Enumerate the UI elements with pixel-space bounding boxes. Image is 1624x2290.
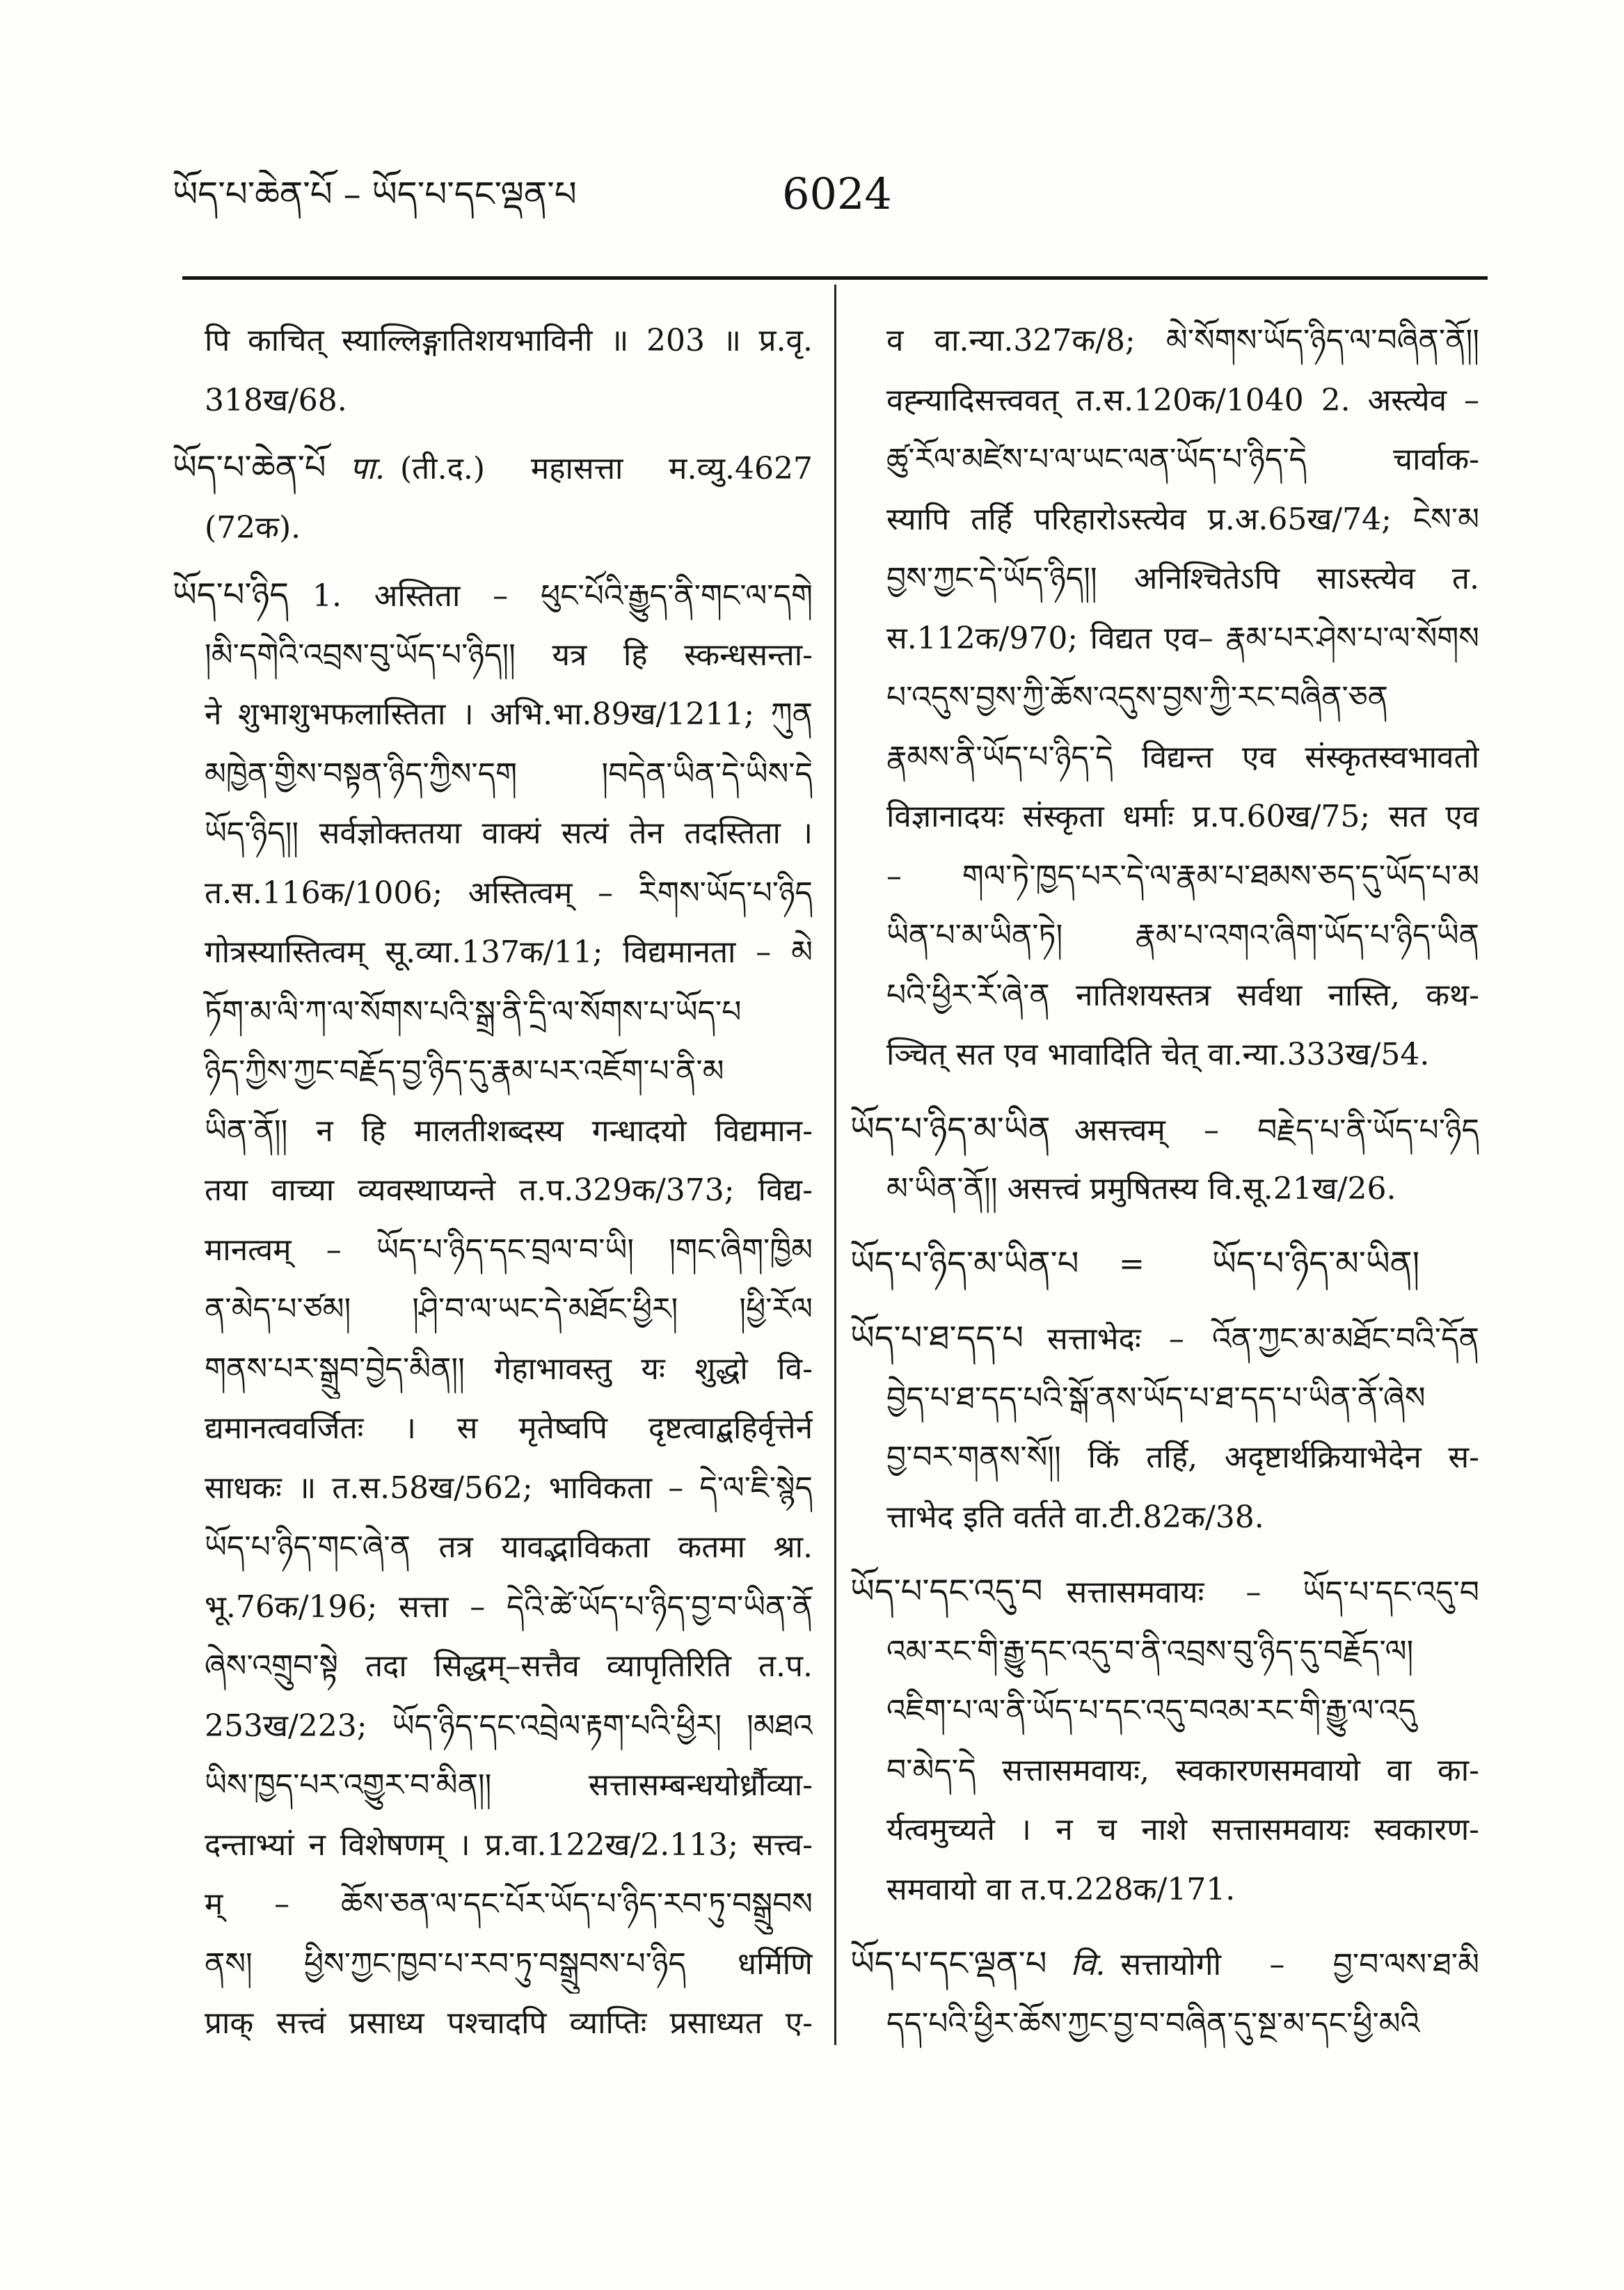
text-line: समवायो वा त.प.228क/171. bbox=[886, 1871, 1236, 1907]
text-line: པའི་ཕྱིར་རོ་ཞེ་ན नातिशयस्तत्र सर्वथा नास्ति, कथ- bbox=[886, 977, 1479, 1013]
text-line: ञ्चित् सत एव भावादिति चेत् वा.न्या.333ख/54. bbox=[886, 1037, 1430, 1072]
entry-line bbox=[850, 1934, 1479, 1994]
text-line: भू.76क/196; सत्ता – དེའི་ཚེ་ཡོད་པ་ཉིད་བྱ་བ་ཡིན་ནོ bbox=[205, 1589, 813, 1625]
text-line: བྱེད་པ་ཐ་དད་པའི་སྒོ་ནས་ཡོད་པ་ཐ་དད་པ་ཡིན་ནོ་ཞེས bbox=[886, 1380, 1426, 1416]
headword: ཡོད་པ་ཉིད་མ་ཡིན་པ bbox=[850, 1243, 1079, 1283]
text-line: མ་ཡིན་ནོ།། असत्त्वं प्रमुषितस्य वि.सू.21ख/26. bbox=[886, 1171, 1396, 1207]
text-line: ཏོག་མ་ལི་ཀ་ལ་སོགས་པའི་སྒྲ་ནི་དྲི་ལ་སོགས་པ་ཡོད་པ bbox=[205, 994, 742, 1030]
text-line: ने शुभाशुभफलास्तिता । अभि.भा.89ख/1211; ཀུན bbox=[205, 697, 813, 732]
text-line: त्ताभेद इति वर्तते वा.टी.82क/38. bbox=[886, 1499, 1264, 1535]
entry-text: सत्तासमवायः – ཡོད་པ་དང་འདུ་བ bbox=[1066, 1575, 1479, 1610]
headword: ཡོད་པ་དང་ལྡན་པ bbox=[850, 1944, 1047, 1983]
equals-sign: = bbox=[1119, 1246, 1145, 1282]
entry-text: 1. अस्तिता – ཕུང་པོའི་རྒྱུད་ནི་གང་ལ་དགེ bbox=[312, 578, 813, 614]
text-line: འམ་རང་གི་རྒྱུ་དང་འདུ་བ་ནི་འབྲས་བུ་ཉིད་དུ་བརྗོད་ལ། bbox=[886, 1633, 1414, 1669]
text-line: རྣམས་ནི་ཡོད་པ་ཉིད་དེ विद्यन्त एव संस्कृतस्वभावतो bbox=[886, 739, 1479, 775]
text-line: ཡིན་ནོ།། न हि मालतीशब्दस्य गन्धादयो विद्यमान- bbox=[205, 1113, 813, 1149]
text-line: गोत्रस्यास्तित्वम् सू.व्या.137क/11; विद्यमानता – མེ bbox=[205, 935, 813, 970]
headword: ཡོད་པ་ཆེན་པོ bbox=[173, 448, 326, 487]
text-line: त.स.116क/1006; अस्तित्वम् – རིགས་ཡོད་པ་ཉིད bbox=[205, 875, 813, 911]
text-line: 253ख/223; ཡོད་ཉིད་དང་འབྲེལ་རྟག་པའི་ཕྱིར། །མཐའ bbox=[205, 1708, 813, 1744]
text-line: स्यापि तर्हि परिहारोऽस्त्येव प्र.अ.65ख/74; ངེས་མ bbox=[886, 501, 1479, 537]
cross-reference-entry bbox=[850, 1234, 1479, 1294]
text-line: पि काचित् स्याल्लिङ्गातिशयभाविनी ॥ 203 ॥ प्र.वृ. bbox=[205, 323, 813, 358]
text-line: व वा.न्या.327क/8; མེ་སོགས་ཡོད་ཉིད་ལ་བཞིན་ནོ།། bbox=[886, 323, 1479, 358]
entry-text: सत्ताभेदः – འོན་ཀྱང་མ་མཐོང་བའི་དོན bbox=[1047, 1321, 1479, 1357]
cross-reference: ཡོད་པ་ཉིད་མ་ཡིན། bbox=[1212, 1243, 1420, 1283]
headword: ཡོད་པ་ཉིད་མ་ཡིན bbox=[850, 1109, 1051, 1149]
text-line: བྱ་བར་གནས་སོ།། किं तर्हि, अदृष्टार्थक्रियाभेदेन स- bbox=[886, 1440, 1479, 1475]
text-line: བ་མེད་དེ सत्तासमवायः, स्वकारणसमवायो वा का- bbox=[886, 1752, 1479, 1788]
text-line: པ་འདུས་བྱས་ཀྱི་ཆོས་འདུས་བྱས་ཀྱི་རང་བཞིན་ཅན bbox=[886, 680, 1389, 715]
entry-text: (ती.द.) महासत्ता म.व्यु.4627 bbox=[399, 451, 813, 486]
text-line: – གལ་ཏེ་ཁྱད་པར་དེ་ལ་རྣམ་པ་ཐམས་ཅད་དུ་ཡོད་པ་མ bbox=[886, 858, 1479, 894]
text-line: ཞེས་འགྲུབ་སྟེ तदा सिद्धम्–सत्तैव व्यापृतिरिति त.प. bbox=[205, 1648, 813, 1684]
entry-text: असत्त्वम् – བརྗེད་པ་ནི་ཡོད་པ་ཉིད bbox=[1074, 1112, 1479, 1148]
text-line: तया वाच्या व्यवस्थाप्यन्ते त.प.329क/373; विद्य- bbox=[205, 1172, 813, 1208]
text-line: གནས་པར་སྒྲུབ་བྱེད་མིན།། गेहाभावस्तु यः शुद्धो वि- bbox=[205, 1351, 813, 1387]
text-line: ཚུ་རོལ་མཛེས་པ་ལ་ཡང་ལན་ཡོད་པ་ཉིད་དེ चार्वाक- bbox=[886, 442, 1479, 477]
part-of-speech: पा. bbox=[349, 451, 385, 486]
column-divider bbox=[834, 285, 836, 2045]
entry-line bbox=[173, 566, 813, 626]
text-line: ན་མེད་པ་ཙམ། །ཤི་བ་ལ་ཡང་དེ་མཐོང་ཕྱིར། །ཕྱི་རོལ bbox=[205, 1291, 813, 1327]
header-rule bbox=[182, 276, 1488, 280]
text-line: དད་པའི་ཕྱིར་ཆོས་ཀྱང་བྱ་བ་བཞིན་དུ་སྔ་མ་དང་ཕྱི་མའི bbox=[886, 2005, 1420, 2042]
entry-line bbox=[173, 438, 813, 498]
right-column bbox=[850, 311, 1479, 2092]
text-line: ཉིད་ཀྱིས་ཀྱང་བརྗོད་བྱ་ཉིད་དུ་རྣམ་པར་འཇོག་པ་ནི་མ bbox=[205, 1053, 724, 1089]
part-of-speech: वि. bbox=[1070, 1947, 1106, 1982]
headword: ཡོད་པ་དང་འདུ་བ bbox=[850, 1572, 1043, 1611]
text-line: र्यत्वमुच्यते । न च नाशे सत्तासमवायः स्वकारण- bbox=[886, 1812, 1479, 1847]
page-number: 6024 bbox=[782, 168, 892, 219]
text-line: ཡིན་པ་མ་ཡིན་ཏེ། རྣམ་པ་འགའ་ཞིག་ཡོད་པ་ཉིད་ཡིན bbox=[886, 918, 1479, 953]
text-line: दन्ताभ्यां न विशेषणम् । प्र.वा.122ख/2.113; सत्त्व- bbox=[205, 1827, 813, 1863]
text-line: विज्ञानादयः संस्कृता धर्माः प्र.प.60ख/75; सत एव bbox=[886, 799, 1479, 834]
running-head: ཡོད་པ་ཆེན་པོ – ཡོད་པ་དང་ལྡན་པ bbox=[173, 174, 577, 214]
text-line: བྱས་ཀྱང་དེ་ཡོད་ཉིད།། अनिश्चितेऽपि साऽस्त्येव त. bbox=[886, 561, 1479, 596]
entry-text: सत्तायोगी – བྱ་བ་ལས་ཐ་མི bbox=[1120, 1947, 1479, 1982]
text-line: ཡིས་ཁྱད་པར་འགྱུར་བ་མིན།། सत्तासम्बन्धयोर्ध्रौव्या- bbox=[205, 1767, 813, 1803]
text-line: स.112क/970; विद्यत एव– རྣམ་པར་ཤེས་པ་ལ་སོགས bbox=[886, 620, 1479, 656]
text-line: ནས། ཕྱིས་ཀྱང་ཁྱབ་པ་རབ་ཏུ་བསྒྲུབས་པ་ཉིད धर्मिणि bbox=[205, 1946, 813, 1982]
text-line: ཡོད་ཉིད།། सर्वज्ञोक्ततया वाक्यं सत्यं तेन तदस्तिता । bbox=[205, 816, 813, 851]
entry-line bbox=[850, 1309, 1479, 1369]
text-line: मानत्वम् – ཡོད་པ་ཉིད་དང་བྲལ་བ་ཡི། །གང་ཞིག་ཁྱིམ bbox=[205, 1232, 813, 1268]
text-line: ཡོད་པ་ཉིད་གང་ཞེ་ན तत्र यावद्भाविकता कतमा श्रा. bbox=[205, 1529, 813, 1565]
headword: ཡོད་པ་ཉིད bbox=[173, 575, 289, 614]
text-line: वह्न्यादिसत्त्ववत् त.स.120क/1040 2. अस्त्येव – bbox=[886, 382, 1479, 418]
text-line: (72क). bbox=[205, 509, 301, 546]
text-line: །མི་དགེའི་འབྲས་བུ་ཡོད་པ་ཉིད།། यत्र हि स्कन्धसन्ता- bbox=[205, 637, 813, 673]
text-line: प्राक् सत्त्वं प्रसाध्य पश्चादपि व्याप्तिः प्रसाध्यत ए- bbox=[205, 2005, 813, 2041]
text-line: 318ख/68. bbox=[205, 382, 347, 418]
text-line: མཁྱེན་གྱིས་བསྟན་ཉིད་ཀྱིས་དག །བདེན་ཡིན་དེ་ཡིས་དེ bbox=[205, 756, 813, 792]
text-line: द्यमानत्ववर्जितः । स मृतेष्वपि दृष्टत्वाद्बहिर्वृत्तेर्न bbox=[205, 1410, 813, 1446]
entry-line bbox=[850, 1100, 1479, 1160]
text-line: साधकः ॥ त.स.58ख/562; भाविकता – དེ་ལ་ཇི་སྙེད bbox=[205, 1470, 813, 1506]
left-column bbox=[173, 311, 813, 2092]
text-line: འཇིག་པ་ལ་ནི་ཡོད་པ་དང་འདུ་བའམ་རང་གི་རྒྱུ་ལ་འདུ bbox=[886, 1693, 1416, 1728]
text-line: म् – ཆོས་ཅན་ལ་དང་པོར་ཡོད་པ་ཉིད་རབ་ཏུ་བསྒྲུབས bbox=[205, 1886, 813, 1922]
headword: ཡོད་པ་ཐ་དད་པ bbox=[850, 1319, 1024, 1358]
entry-line bbox=[850, 1562, 1479, 1622]
